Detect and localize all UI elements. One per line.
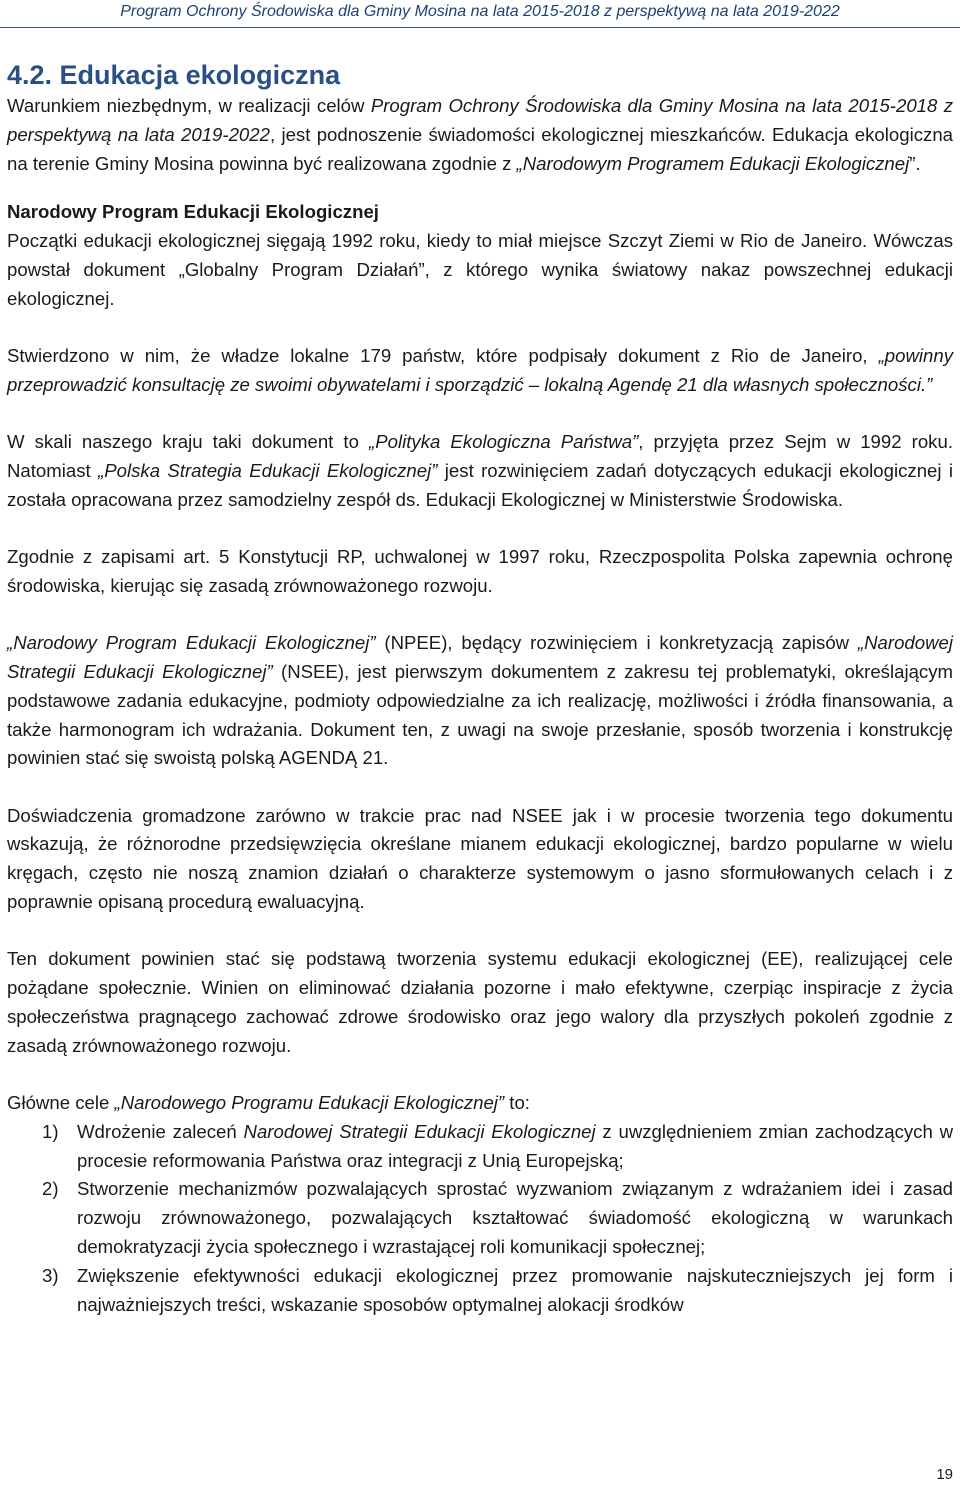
goals-lead: Główne cele „Narodowego Programu Edukacji Ekologicznej” to:	[7, 1092, 530, 1114]
paragraph-6: Doświadczenia gromadzone zarówno w trakcie prac nad NSEE jak i w procesie tworzenia tego dokumentu wskazują, że różnorodne przedsięwzięcia określane mianem edukacji ekologicznej, bardzo popularne w wielu kręgach, często nie noszą znamion działań o charakterze systemowym o jasno sformułowanych celach i z poprawnie opisaną procedurą ewaluacyjną.	[7, 804, 953, 913]
running-header: Program Ochrony Środowiska dla Gminy Mosina na lata 2015-2018 z perspektywą na lata 2019-2022	[120, 3, 840, 20]
header-rule	[0, 27, 960, 28]
paragraph-2: Stwierdzono w nim, że władze lokalne 179 państw, które podpisały dokument z Rio de Janeiro, „powinny przeprowadzić konsultację ze swoimi obywatelami i sporządzić – lokalną Agendę 21 dla własnych społeczności.”	[7, 345, 953, 395]
paragraph-7: Ten dokument powinien stać się podstawą tworzenia systemu edukacji ekologicznej (EE), realizującej cele pożądane społecznie. Winien on eliminować działania pozorne i mało efektywne, czerpiąc inspiracje z życia społeczeństwa pragnącego zachować zdrowe środowisko oraz jego walory dla przyszłych pokoleń zgodnie z zasadą zrównoważonego rozwoju.	[7, 948, 953, 1056]
list-item: 3) Zwiększenie efektywności edukacji ekologicznej przez promowanie najskuteczniejszych jej form i najważniejszych treści, wskazanie sposobów optymalnej alokacji środków	[42, 1264, 953, 1315]
list-item: 2) Stworzenie mechanizmów pozwalających sprostać wyzwaniom związanym z wdrażaniem idei i zasad rozwoju zrównoważonego, pozwalających kształtować świadomość ekologiczną w warunkach demokratyzacji życia społecznego i wzrastającej roli komunikacji społecznej;	[42, 1178, 953, 1257]
subheading: Narodowy Program Edukacji Ekologicznej	[7, 201, 379, 223]
paragraph-5: „Narodowy Program Edukacji Ekologicznej” (NPEE), będący rozwinięciem i konkretyzacją zapisów „Narodowej Strategii Edukacji Ekologicznej” (NSEE), jest pierwszym dokumentem z zakresu tej problematyki, określającym podstawowe zadania edukacyjne, podmioty odpowiedzialne za ich realizację, możliwości i źródła finansowania, a także harmonogram ich wdrażania. Dokument ten, z uwagi na swoje przesłanie, sposób tworzenia i konstrukcję powinien stać się swoistą polską AGENDĄ 21.	[7, 632, 953, 769]
goals-list	[7, 1118, 953, 1320]
paragraph-1: Początki edukacji ekologicznej sięgają 1992 roku, kiedy to miał miejsce Szczyt Ziemi w Rio de Janeiro. Wówczas powstał dokument „Globalny Program Działań”, z którego wynika światowy nakaz powszechnej edukacji ekologicznej.	[7, 230, 953, 309]
page-content	[7, 58, 953, 1319]
section-title: 4.2. Edukacja ekologiczna	[7, 60, 341, 90]
page-number: 19	[936, 1466, 953, 1483]
paragraph-4: Zgodnie z zapisami art. 5 Konstytucji RP, uchwalonej w 1997 roku, Rzeczpospolita Polska zapewnia ochronę środowiska, kierując się zasadą zrównoważonego rozwoju.	[7, 546, 953, 596]
list-item: 1) Wdrożenie zaleceń Narodowej Strategii Edukacji Ekologicznej z uwzględnieniem zmian zachodzących w procesie reformowania Państwa oraz integracji z Unią Europejską;	[42, 1120, 954, 1171]
paragraph-3: W skali naszego kraju taki dokument to „Polityka Ekologiczna Państwa”, przyjęta przez Sejm w 1992 roku. Natomiast „Polska Strategia Edukacji Ekologicznej” jest rozwinięciem zadań dotyczących edukacji ekologicznej i została opracowana przez samodzielny zespół ds. Edukacji Ekologicznej w Ministerstwie Środowiska.	[7, 431, 953, 510]
intro-paragraph: Warunkiem niezbędnym, w realizacji celów Program Ochrony Środowiska dla Gminy Mosina na lata 2015-2018 z perspektywą na lata 2019-2022, jest podnoszenie świadomości ekologicznej mieszkańców. Edukacja ekologiczna na terenie Gminy Mosina powinna być realizowana zgodnie z „Narodowym Programem Edukacji Ekologicznej”.	[7, 95, 953, 174]
